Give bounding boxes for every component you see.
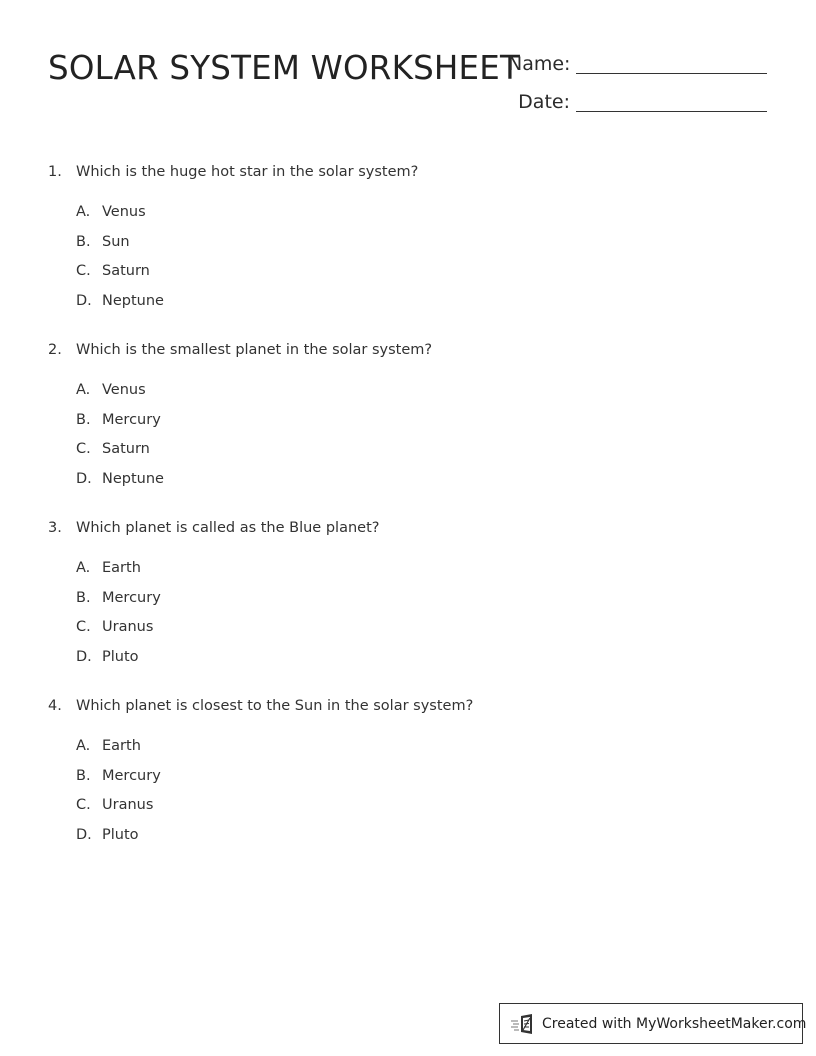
option-letter: D.: [76, 648, 92, 665]
option-letter: B.: [76, 233, 91, 250]
option-text: Venus: [102, 382, 146, 398]
option-a: [76, 202, 768, 232]
option-b: [76, 410, 768, 440]
option-c: [76, 617, 768, 647]
question-text: Which planet is called as the Blue planet?: [76, 520, 380, 536]
option-letter: C.: [76, 797, 91, 813]
option-letter: C.: [76, 619, 91, 635]
option-text: Sun: [102, 233, 130, 250]
option-text: Pluto: [102, 826, 139, 843]
option-letter: C.: [76, 263, 91, 279]
option-letter: A.: [76, 382, 91, 398]
name-blank-line: [576, 73, 767, 74]
option-a: [76, 380, 768, 410]
option-c: [76, 439, 768, 469]
option-letter: D.: [76, 470, 92, 487]
option-b: [76, 766, 768, 796]
option-text: Uranus: [102, 619, 154, 635]
question-number: 2.: [48, 342, 62, 358]
answer-options: [48, 558, 768, 676]
option-text: Neptune: [102, 470, 164, 487]
question-text: Which planet is closest to the Sun in the solar system?: [76, 698, 474, 714]
created-with-badge[interactable]: [499, 1003, 807, 1044]
question-text: Which is the huge hot star in the solar system?: [76, 164, 419, 180]
option-text: Earth: [102, 560, 141, 576]
option-a: [76, 736, 768, 766]
option-letter: C.: [76, 441, 91, 457]
answer-options: [48, 202, 768, 320]
option-b: [76, 232, 768, 262]
question-number: 1.: [48, 164, 62, 180]
question-number: 3.: [48, 520, 62, 536]
option-b: [76, 588, 768, 618]
option-d: [76, 291, 768, 321]
question-text: Which is the smallest planet in the solar system?: [76, 342, 433, 358]
question-4: [48, 696, 768, 854]
option-letter: A.: [76, 204, 91, 220]
option-d: [76, 825, 768, 855]
answer-options: [48, 380, 768, 498]
option-text: Mercury: [102, 411, 161, 428]
option-text: Neptune: [102, 292, 164, 309]
option-text: Uranus: [102, 797, 154, 813]
worksheet-maker-logo-icon: [510, 1012, 536, 1036]
question-3: [48, 518, 768, 676]
option-letter: D.: [76, 292, 92, 309]
option-d: [76, 469, 768, 499]
option-text: Saturn: [102, 263, 150, 279]
question-1: [48, 162, 768, 320]
option-text: Pluto: [102, 648, 139, 665]
created-with-text: Created with MyWorksheetMaker.com: [542, 1015, 807, 1032]
answer-options: [48, 736, 768, 854]
option-letter: A.: [76, 560, 91, 576]
option-letter: B.: [76, 411, 91, 428]
option-d: [76, 647, 768, 677]
question-number: 4.: [48, 698, 62, 714]
date-label: Date:: [518, 91, 570, 113]
option-letter: B.: [76, 767, 91, 784]
option-text: Saturn: [102, 441, 150, 457]
name-label: Name:: [508, 53, 571, 75]
option-text: Mercury: [102, 767, 161, 784]
option-c: [76, 261, 768, 291]
name-field: [508, 52, 767, 76]
option-a: [76, 558, 768, 588]
date-blank-line: [576, 111, 767, 112]
option-letter: D.: [76, 826, 92, 843]
option-text: Mercury: [102, 589, 161, 606]
page-title: SOLAR SYSTEM WORKSHEET: [48, 49, 521, 87]
option-text: Earth: [102, 738, 141, 754]
option-text: Venus: [102, 204, 146, 220]
option-c: [76, 795, 768, 825]
option-letter: A.: [76, 738, 91, 754]
date-field: [508, 90, 767, 114]
question-2: [48, 340, 768, 498]
option-letter: B.: [76, 589, 91, 606]
